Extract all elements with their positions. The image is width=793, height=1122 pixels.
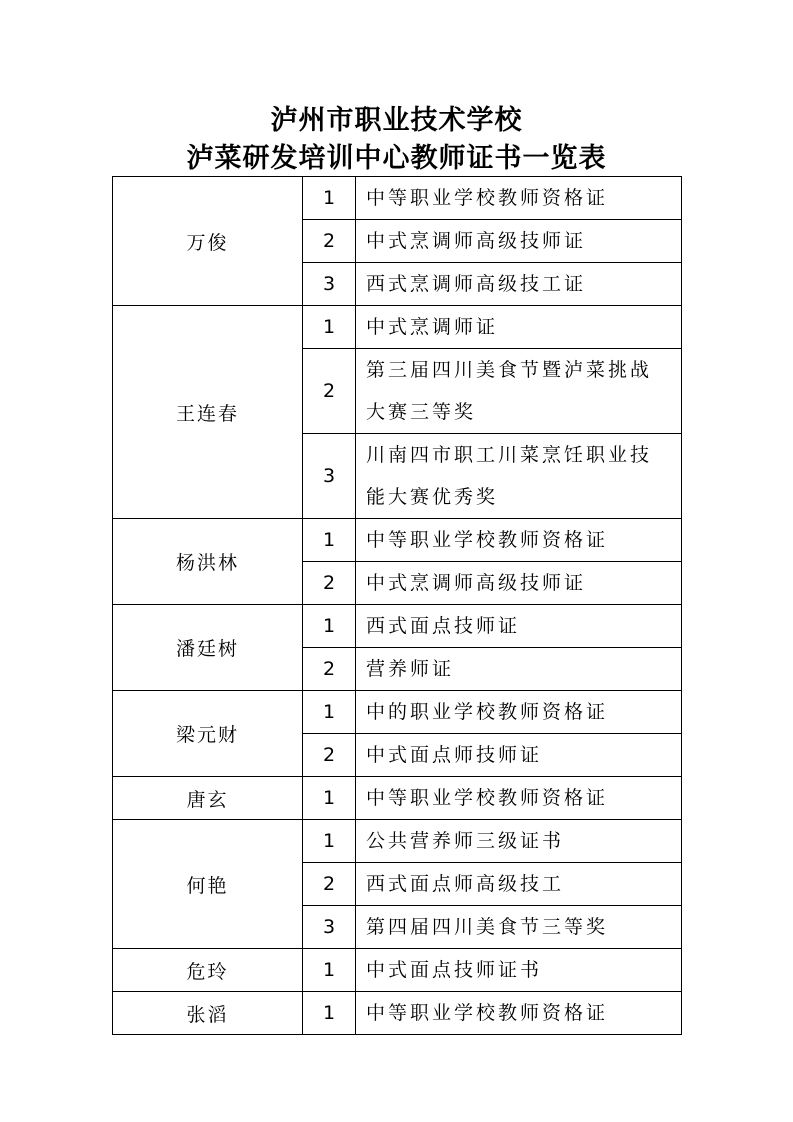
cert-number: 2 [303,734,356,777]
teacher-name: 杨洪林 [113,519,303,605]
cert-title: 公共营养师三级证书 [356,820,682,863]
cert-title: 中等职业学校教师资格证 [356,777,682,820]
document-title: 泸州市职业技术学校 [270,105,523,136]
table-row [113,519,682,562]
cert-number: 1 [303,519,356,562]
cert-title: 西式面点师高级技工 [356,863,682,906]
cert-number: 3 [303,263,356,306]
table-row [113,820,682,863]
cert-title: 中式烹调师高级技师证 [356,562,682,605]
cert-title: 第三届四川美食节暨泸菜挑战大赛三等奖 [356,349,682,434]
table-row [113,949,682,992]
cert-title: 中式面点师技师证 [356,734,682,777]
cert-number: 2 [303,349,356,434]
cert-number: 1 [303,949,356,992]
teacher-name: 何艳 [113,820,303,949]
teacher-name: 唐玄 [113,777,303,820]
cert-number: 1 [303,820,356,863]
table-row [113,306,682,349]
cert-title: 中式烹调师高级技师证 [356,220,682,263]
teacher-name: 万俊 [113,177,303,306]
cert-number: 2 [303,863,356,906]
cert-number: 1 [303,605,356,648]
cert-title: 西式烹调师高级技工证 [356,263,682,306]
cert-title: 中等职业学校教师资格证 [356,177,682,220]
teacher-name: 梁元财 [113,691,303,777]
cert-number: 3 [303,434,356,519]
cert-title: 川南四市职工川菜烹饪职业技能大赛优秀奖 [356,434,682,519]
teacher-name: 危玲 [113,949,303,992]
cert-number: 2 [303,220,356,263]
cert-title: 中式面点技师证书 [356,949,682,992]
cert-number: 3 [303,906,356,949]
teacher-name: 张滔 [113,992,303,1035]
table-row [113,691,682,734]
table-row [113,605,682,648]
cert-number: 1 [303,306,356,349]
cert-number: 2 [303,562,356,605]
cert-number: 1 [303,177,356,220]
teacher-name: 王连春 [113,306,303,519]
cert-number: 1 [303,992,356,1035]
cert-title: 中等职业学校教师资格证 [356,519,682,562]
table-row [113,177,682,220]
cert-title: 西式面点技师证 [356,605,682,648]
table-row [113,777,682,820]
cert-number: 1 [303,777,356,820]
cert-title: 营养师证 [356,648,682,691]
cert-title: 中等职业学校教师资格证 [356,992,682,1035]
cert-number: 1 [303,691,356,734]
teacher-name: 潘廷树 [113,605,303,691]
document-subtitle: 泸菜研发培训中心教师证书一览表 [186,143,607,174]
cert-title: 中的职业学校教师资格证 [356,691,682,734]
cert-number: 2 [303,648,356,691]
table-row [113,992,682,1035]
cert-title: 第四届四川美食节三等奖 [356,906,682,949]
cert-title: 中式烹调师证 [356,306,682,349]
certificate-table [112,176,682,1035]
